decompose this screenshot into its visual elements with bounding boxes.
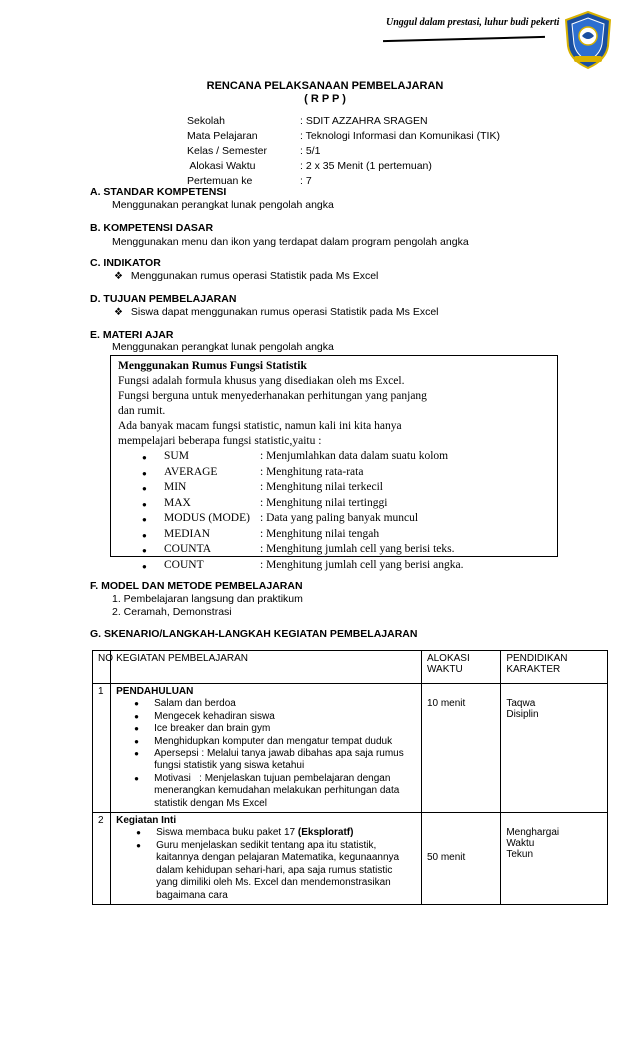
section-d-heading: D. TUJUAN PEMBELAJARAN [90,293,237,305]
function-desc: : Menghitung rata-rata [260,465,364,478]
bullet-icon: ● [134,724,139,734]
header-time: ALOKASI WAKTU [421,651,500,684]
character-value: Menghargai [506,827,560,839]
bullet-icon: ● [142,468,147,478]
activity-item [116,827,416,839]
diamond-bullet-icon: ❖ [114,271,123,282]
function-name: COUNTA [164,543,211,555]
section-b-body: Menggunakan menu dan ikon yang terdapat dalam program pengolah angka [112,236,469,248]
materi-title: Menggunakan Rumus Fungsi Statistik [118,360,307,372]
function-desc: : Menghitung jumlah cell yang berisi angka. [260,558,464,571]
function-desc: : Menghitung nilai tengah [260,527,380,540]
section-d-body: Siswa dapat menggunakan rumus operasi Statistik pada Ms Excel [130,306,439,318]
function-name: MEDIAN [164,527,210,540]
bullet-icon: ● [142,453,147,462]
row-time [421,684,500,813]
activity-text: Siswa membaca buku paket 17 [156,827,296,839]
function-row [118,543,557,559]
table-header-row [93,651,608,684]
time-value: 10 menit [426,698,466,709]
motto-underline [383,36,545,42]
activity-item [116,748,416,773]
row-no [93,813,111,905]
bullet-icon: ● [142,484,147,493]
activity-text: Guru menjelaskan sedikit tentang apa itu statistik, kaitannya dengan pelajaran Matematika, kegunaannya dalam kehidupan sehari-hari, apa saja rumus statistic yang dimiliki oleh Ms. Excel dan mendemonstrasikan bagaimana cara [156,839,400,901]
activity-text: Apersepsi : Melalui tanya jawab dibahas apa saja rumus fungsi statistik yang siswa ketahui [154,748,404,772]
identity-key: Mata Pelajaran [187,130,258,142]
section-f-heading: F. MODEL DAN METODE PEMBELAJARAN [90,580,303,592]
identity-value: : 5/1 [300,145,321,157]
character-value: Disiplin [506,709,539,720]
function-desc: : Data yang paling banyak muncul [260,512,419,524]
school-crest-icon [562,10,614,70]
section-b-heading: B. KOMPETENSI DASAR [90,222,214,234]
activity-text: Salam dan berdoa [154,698,236,710]
character-value: Tekun [506,849,534,861]
row-activities [111,684,422,813]
materi-line: Fungsi adalah formula khusus yang disediakan oleh ms Excel. [118,375,405,387]
identity-row [187,175,547,190]
bullet-icon: ● [142,530,147,540]
identity-value: : Teknologi Informasi dan Komunikasi (TIK) [300,130,500,142]
header-character: PENDIDIKAN KARAKTER [501,651,608,684]
bullet-icon: ● [134,699,139,709]
section-e-heading: E. MATERI AJAR [90,329,174,341]
bullet-icon: ● [142,561,147,571]
activity-item [116,736,416,748]
function-name: MAX [164,496,191,509]
header-activity: KEGIATAN PEMBELAJARAN [111,651,422,684]
activity-item [116,773,416,810]
activity-text: Menghidupkan komputer dan mengatur tempat duduk [154,735,393,747]
activity-text: Ice breaker dan brain gym [154,723,271,735]
activity-list [116,698,416,810]
materi-line: Fungsi berguna untuk menyederhanakan perhitungan yang panjang [118,390,427,402]
activity-item [116,723,416,735]
character-value: Taqwa [506,698,536,709]
identity-key: Kelas / Semester [187,145,267,157]
identity-key: Sekolah [187,115,225,127]
scenario-table [92,650,608,905]
bullet-icon: ● [142,515,147,524]
materi-box [110,355,558,571]
section-g-heading: G. SKENARIO/LANGKAH-LANGKAH KEGIATAN PEMBELAJARAN [90,628,418,640]
materi-line: Ada banyak macam fungsi statistic, namun kali ini kita hanya [118,420,402,432]
section-a-body: Menggunakan perangkat lunak pengolah angka [112,199,334,211]
diamond-bullet-icon: ❖ [114,307,123,318]
section-c-body: Menggunakan rumus operasi Statistik pada Ms Excel [130,270,379,282]
list-item: 1. Pembelajaran langsung dan praktikum [112,593,303,605]
identity-block [187,115,547,190]
function-desc: : Menghitung nilai terkecil [260,481,383,493]
function-row [118,528,557,544]
function-name: MIN [164,481,187,493]
list-item: 2. Ceramah, Demonstrasi [112,606,232,618]
function-name: COUNT [164,558,204,571]
phase-title: Kegiatan Inti [116,815,177,827]
function-name: AVERAGE [164,465,218,478]
phase-title: PENDAHULUAN [116,686,194,697]
activity-text: Mengecek kehadiran siswa [154,710,275,722]
table-row [93,813,608,905]
function-desc: : Menjumlahkan data dalam suatu kolom [260,450,449,462]
identity-row [187,145,547,160]
function-row [118,497,557,513]
identity-value: : 2 x 35 Menit (1 pertemuan) [300,160,432,172]
identity-value: : SDIT AZZAHRA SRAGEN [300,115,428,127]
bullet-icon: ● [134,749,139,759]
function-row [118,450,557,466]
identity-key: Pertemuan ke [187,175,253,187]
bullet-icon: ● [136,840,141,850]
bullet-icon: ● [142,499,147,509]
activity-emphasis: (Eksploratf) [295,827,354,839]
section-a-heading: A. STANDAR KOMPETENSI [90,186,227,198]
time-value: 50 menit [426,852,466,864]
function-name: MODUS (MODE) [164,512,250,524]
activity-item [116,840,416,902]
bullet-icon: ● [142,546,147,555]
identity-value: : 7 [300,175,312,187]
table-row [93,684,608,813]
row-number: 1 [98,686,104,697]
row-character [501,813,608,905]
activity-item [116,698,416,710]
function-row [118,559,557,575]
identity-key: Alokasi Waktu [187,160,256,172]
section-e-body: Menggunakan perangkat lunak pengolah angka [112,341,334,353]
bullet-icon: ● [136,828,141,838]
section-c-heading: C. INDIKATOR [90,257,161,269]
document-title: RENCANA PELAKSANAAN PEMBELAJARAN [206,80,444,92]
document-subtitle: ( R P P ) [304,93,346,105]
section-f-list [112,593,303,619]
row-time [421,813,500,905]
identity-row [187,130,547,145]
identity-row [187,115,547,130]
row-activities [111,813,422,905]
school-motto: Unggul dalam prestasi, luhur budi pekerti [386,17,560,28]
row-number: 2 [98,815,104,827]
function-name: SUM [164,450,189,462]
materi-line: dan rumit. [118,405,166,417]
activity-text: Motivasi : Menjelaskan tujuan pembelajaran dengan menerangkan kemudahan melakukan perhitungan data statistik dengan Ms Excel [154,772,403,809]
activity-item [116,711,416,723]
header-no: NO [93,651,111,684]
function-row [118,466,557,482]
function-desc: : Menghitung jumlah cell yang berisi teks. [260,543,455,555]
function-row [118,481,557,497]
row-no [93,684,111,813]
row-character [501,684,608,813]
function-desc: : Menghitung nilai tertinggi [260,496,388,509]
character-value: Waktu [506,838,535,850]
bullet-icon: ● [134,711,139,721]
section-c-item [114,270,378,282]
bullet-icon: ● [134,773,139,783]
function-row [118,512,557,528]
identity-row [187,160,547,175]
materi-line: mempelajari beberapa fungsi statistic,yaitu : [118,435,322,447]
activity-list [116,827,416,901]
bullet-icon: ● [134,736,139,746]
section-d-item [114,306,439,318]
